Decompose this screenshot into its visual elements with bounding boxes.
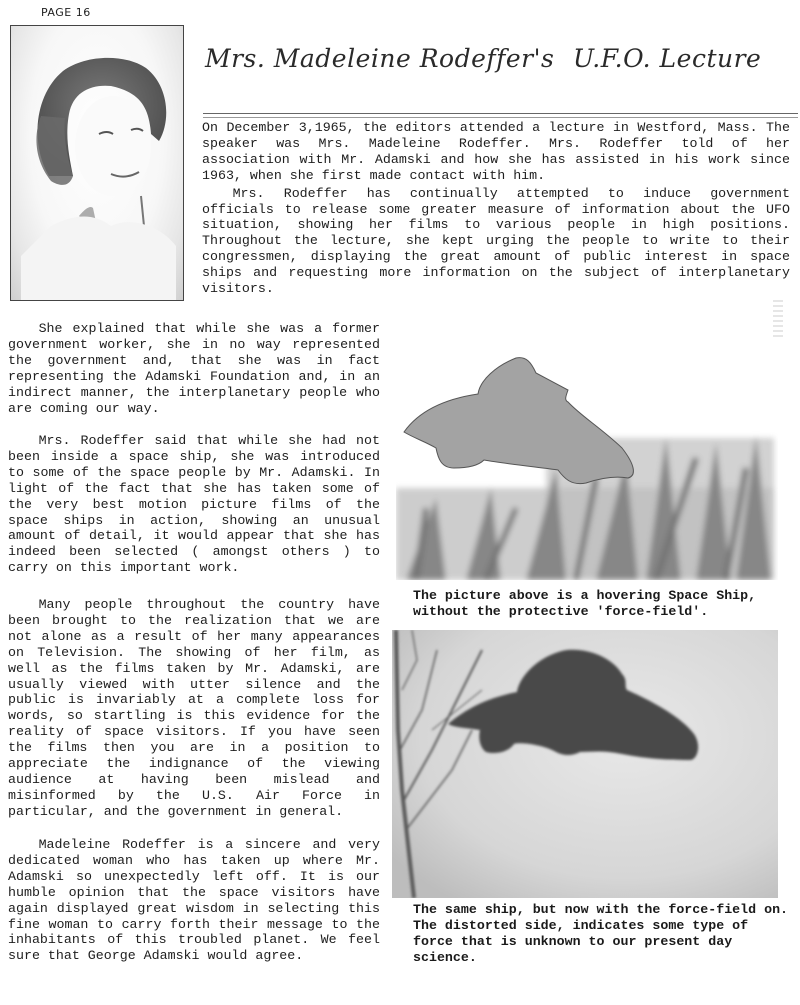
page-number: PAGE 16 bbox=[41, 6, 91, 19]
title-topic: U.F.O. Lecture bbox=[573, 44, 762, 73]
paragraph-text: Madeleine Rodeffer is a sincere and very dedicated woman who has taken up where Mr. Adamski so unexpectedly left off. It is our humble opinion that the space visitors have again displayed great wisdom in selecting this fine woman to carry forth their message to the inhabitants of this troubled planet. We feel sure that George Adamski would agree. bbox=[8, 837, 380, 964]
ufo-shape bbox=[404, 358, 633, 484]
ufo-photo-with-force-field bbox=[392, 630, 778, 898]
portrait-photo bbox=[10, 25, 184, 301]
ufo-photo-without-force-field bbox=[396, 318, 778, 580]
scan-artifact bbox=[773, 300, 783, 340]
photo-caption: The same ship, but now with the force-field on. The distorted side, indicates some type of force that is unknown to our present day science. bbox=[413, 902, 789, 965]
paragraph-text: She explained that while she was a former government worker, she in no way represented the government and, that she was in fact representing the Adamski Foundation and, in an indirect manner, the interplanetary people who are coming our way. bbox=[8, 321, 380, 416]
article-title bbox=[205, 44, 795, 73]
photo-caption: The picture above is a hovering Space Ship, without the protective 'force-field'. bbox=[413, 588, 757, 619]
intro-text bbox=[202, 120, 790, 297]
paragraph-text: Mrs. Rodeffer said that while she had not been inside a space ship, she was introduced to some of the space people by Mr. Adamski. In light of the fact that she has taken some of the very best motion picture films of the space ships in action, showing an unusual amount of detail, it would appear that she has indeed been selected ( amongst others ) to carry on this important work. bbox=[8, 433, 380, 576]
portrait-illustration bbox=[11, 26, 183, 300]
title-rule bbox=[203, 113, 798, 118]
intro-paragraph: On December 3,1965, the editors attended a lecture in Westford, Mass. The speaker was Mrs. Madeleine Rodeffer. Mrs. Rodeffer told of her association with Mr. Adamski and how she has assisted in his work since 1963, when she first made contact with him. bbox=[202, 120, 790, 183]
title-name: Mrs. Madeleine Rodeffer's bbox=[205, 44, 555, 73]
body-paragraph bbox=[8, 837, 380, 964]
body-paragraph bbox=[8, 433, 380, 576]
body-paragraph bbox=[8, 597, 380, 820]
paragraph-text: Many people throughout the country have been brought to the realization that we are not alone as a result of her many appearances on Television. The showing of her film, as well as the films taken by Mr. Adamski, are usually viewed with utter silence and the public is invariably at a complete loss for words, so startling is this evidence for the reality of space visitors. If you have seen the films then you are in a position to appreciate the indignance of the viewing audience at having been mislead and misinformed by the U.S. Air Force in particular, and the government in general. bbox=[8, 597, 380, 819]
intro-paragraph: Mrs. Rodeffer has continually attempted to induce government officials to release some greater measure of information about the UFO situation, showing her films to various people in high positions. Throughout the lecture, she kept urging the people to write to their congressmen, displaying the great amount of public interest in space ships and requesting more information on the subject of interplanetary visitors. bbox=[202, 185, 790, 297]
body-paragraph bbox=[8, 321, 380, 416]
